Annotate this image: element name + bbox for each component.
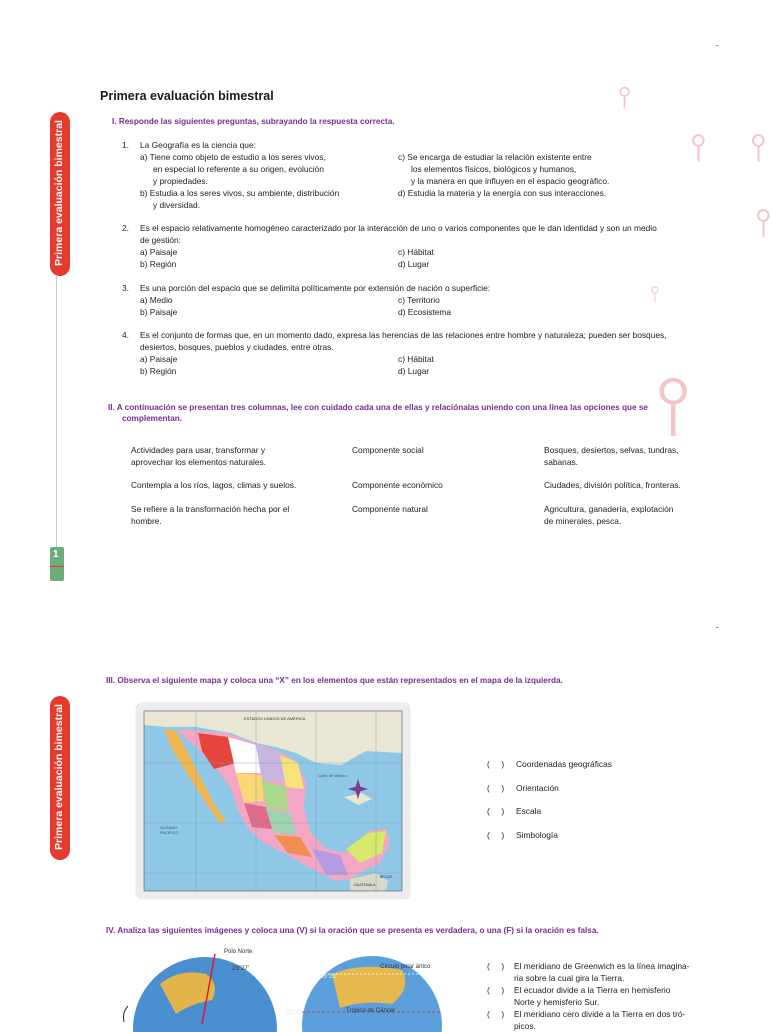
q1-option-d: d) Estudia la materia y la energía con sus interacciones.	[398, 188, 607, 198]
map-label-belize: BELICE	[380, 875, 393, 879]
globe-2-label: Trópico de Cáncer	[346, 1008, 396, 1014]
statement-text	[514, 984, 670, 1008]
q4-option-b: b) Región	[140, 366, 177, 376]
q1-option-b	[140, 187, 339, 211]
statement-line: ria sobre la cual gira la Tierra.	[514, 973, 625, 983]
page-number-line	[50, 566, 64, 567]
usb-icon: ⫯	[618, 80, 632, 115]
q1-b-line: b) Estudia a los seres vivos, su ambiente, distribución	[140, 188, 340, 198]
statement-text	[514, 960, 690, 984]
map-label-gulf: Golfo de México	[318, 773, 347, 778]
q3-option-b: b) Paisaje	[140, 307, 178, 317]
col3-line: Ciudades, división política, fronteras.	[544, 480, 681, 490]
globe-1	[120, 944, 290, 1024]
q2-option-d: d) Lugar	[398, 259, 430, 269]
q2-stem	[140, 222, 657, 246]
col1-line: hombre.	[131, 516, 162, 526]
q3-option-a: a) Medio	[140, 295, 173, 305]
mexico-map	[136, 703, 410, 899]
col3-line: Agricultura, ganadería, explotación	[544, 504, 674, 514]
col3-item	[544, 503, 673, 527]
col1-line: Actividades para usar, transformar y	[131, 445, 266, 455]
option-label: Simbología	[516, 830, 558, 840]
col1-line: aprovechar los elementos naturales.	[131, 457, 267, 467]
col1-line: Contempla a los ríos, lagos, climas y suelos.	[131, 480, 297, 490]
q4-stem	[140, 329, 667, 353]
map-label-guatemala: GUATEMALA	[354, 883, 376, 887]
q2-option-b: b) Región	[140, 259, 177, 269]
page-number: 1	[53, 549, 59, 560]
q4-option-a: a) Paisaje	[140, 354, 178, 364]
statement-line: El meridiano de Greenwich es la línea imagina-	[514, 961, 690, 971]
option-label: Escala	[516, 806, 542, 816]
section-3-heading: III. Observa el siguiente mapa y coloca una “X” en los elementos que están representados en el mapa de la izquierda.	[106, 676, 563, 685]
q1-option-c	[398, 151, 609, 187]
col3-line: sabanas.	[544, 457, 578, 467]
option-label: Orientación	[516, 783, 559, 793]
q1-number: 1.	[122, 140, 129, 150]
q2-option-a: a) Paisaje	[140, 247, 178, 257]
statement-line: El meridiano cero divide a la Tierra en dos tró-	[514, 1009, 686, 1019]
globe-2-label: 66°33'	[320, 974, 337, 980]
q1-c-line: los elementos físicos, biológicos y humanos,	[411, 164, 577, 174]
map-frame	[136, 703, 410, 899]
option-mark[interactable]: ( )	[487, 783, 505, 793]
statement-mark[interactable]: ( )	[487, 985, 505, 995]
section-2-heading-line: complementan.	[122, 414, 183, 423]
q1-b-line: y diversidad.	[153, 200, 201, 210]
q1-a-line: a) Tiene como objeto de estudio a los seres vivos,	[140, 152, 326, 162]
col3-item	[544, 444, 679, 468]
statement-mark[interactable]: ( )	[487, 961, 505, 971]
q3-stem: Es una porción del espacio que se delimita políticamente por extensión de nación o superficie:	[140, 283, 491, 293]
page-2	[0, 610, 768, 1031]
q1-c-line: c) Se encarga de estudiar la relación existente entre	[398, 152, 592, 162]
col1-item	[131, 479, 296, 491]
option-mark[interactable]: ( )	[487, 830, 505, 840]
globe-2-land	[332, 967, 405, 1008]
q4-option-d: d) Lugar	[398, 366, 430, 376]
q1-option-a	[140, 151, 326, 187]
usb-icon: ⫯	[750, 125, 767, 169]
col1-item	[131, 503, 289, 527]
q4-stem-line: desiertos, bosques, pueblos y ciudades, entre otras.	[140, 342, 334, 352]
globe-2-label: 23°27'	[286, 1010, 303, 1016]
option-mark[interactable]: ( )	[487, 806, 505, 816]
q2-stem-line: de gestión:	[140, 235, 181, 245]
q4-stem-line: Es el conjunto de formas que, en un momento dado, expresa las herencias de las relaciones entre hombre y naturaleza; pueden ser bosques,	[140, 330, 667, 340]
section-2-heading	[108, 402, 648, 424]
map-label-pacific: OCÉANO PACÍFICO	[160, 825, 179, 835]
globe-1-label: Polo Norte	[224, 949, 253, 955]
side-label: Primera evaluación bimestral	[53, 120, 65, 266]
statement-line: Norte y hemisferio Sur.	[514, 997, 600, 1007]
col1-item	[131, 444, 266, 468]
col3-line: de minerales, pesca.	[544, 516, 622, 526]
col3-line: Bosques, desiertos, selvas, tundras,	[544, 445, 679, 455]
statement-line: picos.	[514, 1021, 536, 1031]
q3-option-d: d) Ecosistema	[398, 307, 452, 317]
q4-option-c: c) Hábitat	[398, 354, 434, 364]
q1-a-line: y propiedades.	[153, 176, 208, 186]
usb-icon: ⫯	[690, 125, 707, 169]
q3-number: 3.	[122, 283, 129, 293]
q4-number: 4.	[122, 330, 129, 340]
q2-option-c: c) Hábitat	[398, 247, 434, 257]
section-2-heading-line: II. A continuación se presentan tres columnas, lee con cuidado cada una de ellas y relaciónalas uniendo con una línea las opciones que se	[108, 403, 648, 412]
page-mark: ˜	[716, 44, 719, 53]
globe-1-label: 23°27'	[232, 966, 249, 972]
page-mark: ˜	[716, 626, 719, 635]
q3-option-c: c) Territorio	[398, 295, 440, 305]
usb-icon: ⫯	[755, 200, 772, 244]
q1-stem: La Geografía es la ciencia que:	[140, 140, 256, 150]
col1-line: Se refiere a la transformación hecha por el	[131, 504, 290, 514]
side-label: Primera evaluación bimestral	[53, 704, 65, 850]
q1-a-line: en especial lo referente a su origen, evolución	[153, 164, 324, 174]
usb-icon: ⫯	[650, 282, 660, 307]
statement-line: El ecuador divide a la Tierra en hemisferio	[514, 985, 671, 995]
option-label: Coordenadas geográficas	[516, 759, 612, 769]
usb-icon: ⫯	[656, 358, 691, 451]
page-title: Primera evaluación bimestral	[100, 89, 274, 103]
col2-item: Componente social	[352, 445, 424, 455]
option-mark[interactable]: ( )	[487, 759, 505, 769]
col2-item: Componente natural	[352, 504, 428, 514]
col2-item: Componente económico	[352, 480, 443, 490]
section-1-heading: I. Responde las siguientes preguntas, subrayando la respuesta correcta.	[112, 117, 395, 126]
side-line	[56, 276, 57, 548]
section-4-heading: IV. Analiza las siguientes imágenes y coloca una (V) si la oración que se presenta es verdadera, o una (F) si la oración es falsa.	[106, 926, 599, 935]
col3-item	[544, 479, 681, 491]
q1-c-line: y la manera en que influyen en el espacio geográfico.	[411, 176, 610, 186]
globe-2-label: Círculo polar ártico	[380, 964, 431, 970]
q2-stem-line: Es el espacio relativamente homogéneo caracterizado por la interacción de uno o varios componentes que le dan identidad y son un medio	[140, 223, 657, 233]
statement-mark[interactable]: ( )	[487, 1009, 505, 1019]
map-title: ESTADOS UNIDOS DE AMÉRICA	[244, 716, 306, 721]
statement-text	[514, 1008, 685, 1032]
q2-number: 2.	[122, 223, 129, 233]
